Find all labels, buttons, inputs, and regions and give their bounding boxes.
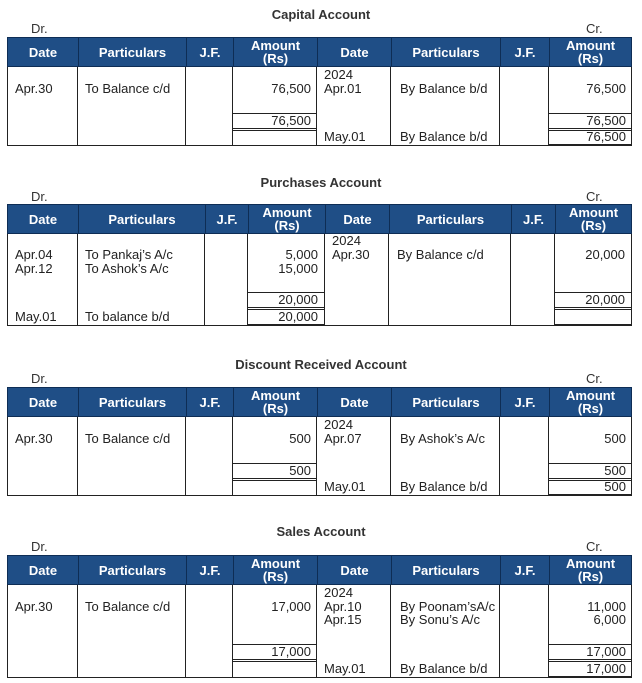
entry-amount: 15,000 (278, 261, 318, 276)
header-amount-line1: Amount (568, 205, 619, 220)
header-amount-line2: (Rs) (262, 401, 289, 416)
cr-label: Cr. (586, 539, 603, 554)
entry-date: Apr.15 (324, 612, 362, 627)
entry-year: 2024 (324, 417, 353, 432)
header-date: Date (317, 556, 391, 584)
header-amount-line2: (Rs) (577, 401, 604, 416)
header-amount-line1: Amount (565, 38, 616, 53)
header-amount-line1: Amount (262, 205, 312, 220)
entry-date: Apr.30 (15, 81, 53, 96)
header-date: Date (28, 211, 58, 227)
dr-label: Dr. (31, 189, 48, 204)
header-jf: J.F. (500, 388, 549, 416)
entry-date: Apr.04 (15, 247, 53, 262)
header-particulars: Particulars (78, 38, 186, 66)
header-amount (549, 388, 631, 416)
header-amount-line1: Amount (250, 388, 301, 403)
header-date: Date (325, 205, 389, 233)
ledger-header (7, 204, 632, 234)
entry-amount: 5,000 (285, 247, 318, 262)
header-date: Date (317, 388, 391, 416)
balance-amount: 76,500 (586, 129, 626, 144)
entry-particulars: To Ashok’s A/c (85, 261, 169, 276)
entry-date: Apr.30 (15, 599, 53, 614)
entry-date: Apr.07 (324, 431, 362, 446)
account-title: Discount Received Account (235, 357, 407, 372)
header-amount-line2: (Rs) (262, 51, 289, 66)
header-amount (549, 556, 631, 584)
header-amount (233, 388, 317, 416)
header-date: Date (28, 562, 58, 578)
credit-total: 76,500 (586, 113, 626, 128)
header-jf: J.F. (205, 205, 248, 233)
entry-particulars: By Balance c/d (397, 247, 484, 262)
account-title: Sales Account (276, 524, 366, 539)
debit-total: 17,000 (271, 644, 311, 659)
entry-amount: 76,500 (586, 81, 626, 96)
header-jf: J.F. (186, 556, 233, 584)
entry-date: Apr.10 (324, 599, 362, 614)
header-amount-line2: (Rs) (274, 218, 300, 233)
balance-date: May.01 (324, 661, 366, 676)
entry-amount: 20,000 (585, 247, 625, 262)
entry-amount: 17,000 (271, 599, 311, 614)
entry-particulars: By Balance b/d (400, 81, 488, 96)
balance-amount: 20,000 (278, 309, 318, 324)
header-amount (248, 205, 325, 233)
entry-particulars: To Pankaj’s A/c (85, 247, 173, 262)
balance-particulars: By Balance b/d (400, 479, 488, 494)
entry-year: 2024 (324, 67, 353, 82)
account-title: Capital Account (271, 7, 371, 22)
balance-particulars: By Balance b/d (400, 661, 488, 676)
header-amount-line2: (Rs) (577, 569, 604, 584)
header-particulars: Particulars (78, 205, 205, 233)
header-date: Date (317, 38, 391, 66)
credit-total: 500 (604, 463, 626, 478)
debit-total: 20,000 (278, 292, 318, 307)
debit-total: 76,500 (271, 113, 311, 128)
dr-label: Dr. (31, 539, 48, 554)
header-amount (233, 556, 317, 584)
header-amount (233, 38, 317, 66)
header-jf: J.F. (500, 556, 549, 584)
header-amount-line2: (Rs) (262, 569, 289, 584)
header-particulars: Particulars (391, 388, 500, 416)
entry-amount: 11,000 (587, 599, 626, 614)
balance-date: May.01 (324, 479, 366, 494)
entry-amount: 76,500 (271, 81, 311, 96)
header-amount-line2: (Rs) (577, 51, 604, 66)
balance-date: May.01 (15, 309, 57, 324)
entry-date: Apr.01 (324, 81, 362, 96)
header-amount-line1: Amount (250, 556, 301, 571)
entry-particulars: To Balance c/d (85, 431, 171, 446)
entry-particulars: By Sonu’s A/c (400, 612, 480, 627)
ledger-header (7, 555, 632, 585)
entry-date: Apr.30 (15, 431, 53, 446)
cr-label: Cr. (586, 371, 603, 386)
ledger-header (7, 37, 632, 67)
account-title: Purchases Account (260, 175, 382, 190)
header-particulars: Particulars (389, 205, 511, 233)
cr-label: Cr. (586, 21, 603, 36)
header-amount-line1: Amount (565, 556, 616, 571)
balance-particulars: By Balance b/d (400, 129, 488, 144)
header-amount (555, 205, 631, 233)
entry-particulars: To Balance c/d (85, 599, 171, 614)
header-jf: J.F. (186, 388, 233, 416)
entry-particulars: To Balance c/d (85, 81, 171, 96)
debit-total: 500 (289, 463, 311, 478)
dr-label: Dr. (31, 371, 48, 386)
balance-particulars: To balance b/d (85, 309, 170, 324)
entry-year: 2024 (324, 585, 353, 600)
entry-date: Apr.12 (15, 261, 53, 276)
balance-date: May.01 (324, 129, 366, 144)
balance-box (554, 310, 632, 325)
header-date: Date (28, 394, 58, 410)
cr-label: Cr. (586, 189, 603, 204)
entry-amount: 500 (604, 431, 626, 446)
header-particulars: Particulars (391, 38, 500, 66)
header-particulars: Particulars (78, 388, 186, 416)
header-date: Date (28, 44, 58, 60)
dr-label: Dr. (31, 21, 48, 36)
header-jf: J.F. (500, 38, 549, 66)
header-particulars: Particulars (391, 556, 500, 584)
header-amount-line2: (Rs) (580, 218, 607, 233)
entry-year: 2024 (332, 233, 361, 248)
ledger-body (7, 585, 632, 678)
ledger-body (7, 417, 632, 496)
entry-amount: 6,000 (593, 612, 626, 627)
credit-total: 20,000 (585, 292, 625, 307)
balance-amount: 17,000 (586, 661, 626, 676)
ledger-header (7, 387, 632, 417)
entry-particulars: By Poonam’sA/c (400, 599, 496, 614)
header-amount-line1: Amount (250, 38, 301, 53)
credit-total: 17,000 (586, 644, 626, 659)
entry-particulars: By Ashok’s A/c (400, 431, 486, 446)
header-amount-line1: Amount (565, 388, 616, 403)
header-jf: J.F. (511, 205, 555, 233)
entry-amount: 500 (289, 431, 311, 446)
ledger-body (7, 234, 632, 326)
entry-date: Apr.30 (332, 247, 370, 262)
header-amount (549, 38, 631, 66)
ledger-body (7, 67, 632, 146)
header-particulars: Particulars (78, 556, 186, 584)
balance-amount: 500 (604, 479, 626, 494)
header-jf: J.F. (186, 38, 233, 66)
